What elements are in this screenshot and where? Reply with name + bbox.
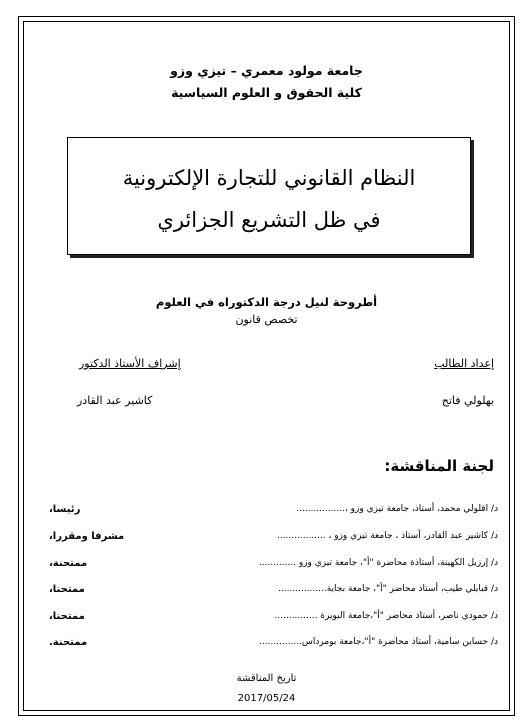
member-details: د/ إرزيل الكهينة، أستاذة محاضرة "أ"، جامعة تيزي وزو ............. — [258, 558, 498, 568]
document-page — [18, 16, 515, 716]
member-role: ممتحنة. — [49, 637, 88, 648]
faculty-name: كلية الحقوق و العلوم السياسية — [171, 85, 362, 100]
member-details: د/ اقلولي محمد، أستاذ، جامعة تيزي وزو ،................. — [296, 504, 498, 514]
defense-date: 2017/05/24 — [237, 693, 296, 704]
member-details: د/ حمودي ناصر، أستاذ محاضر "أ"،جامعة البويرة ............... — [274, 611, 498, 621]
committee-member — [49, 637, 498, 653]
committee-title: لجنة المناقشة: — [384, 457, 494, 475]
defense-date-label: تاريخ المناقشة — [236, 673, 297, 684]
university-name: جامعة مولود معمري – تيزي وزو — [170, 63, 363, 78]
degree-statement: أطروحة لنيل درجة الدكتوراه في العلوم — [155, 295, 378, 309]
member-role: ممتحنا، — [49, 611, 85, 622]
student-name: بهلولي فاتح — [441, 394, 494, 407]
member-details: د/ حساين سامية، أستاذ محاضرة "أ"،جامعة بومرداس............... — [259, 637, 498, 647]
committee-member — [49, 558, 498, 574]
member-details: د/ قبايلي طيب، أستاذ محاضر "أ"، جامعة بجاية................. — [278, 584, 498, 594]
specialty: تخصص قانون — [235, 313, 298, 326]
committee-member — [49, 611, 498, 627]
committee-member — [49, 504, 498, 520]
member-details: د/ كاشير عبد القادر، أستاذ ، جامعة تيزي وزو ، ................. — [276, 531, 498, 541]
supervisor-label: إشراف الأستاذ الدكتور — [79, 357, 181, 370]
title-box — [67, 137, 471, 255]
member-role: مشرفا ومقررا، — [49, 531, 125, 542]
thesis-title-line-1: النظام القانوني للتجارة الإلكترونية — [122, 166, 416, 190]
member-role: رئيسا، — [49, 504, 81, 515]
committee-member — [49, 531, 498, 547]
supervisor-name: كاشير عبد القادر — [77, 394, 153, 407]
committee-member — [49, 584, 498, 600]
member-role: ممتحنا، — [49, 584, 85, 595]
member-role: ممتحنة، — [49, 558, 88, 569]
student-label: إعداد الطالب — [434, 357, 494, 370]
thesis-title-line-2: في ظل التشريع الجزائري — [157, 208, 381, 232]
